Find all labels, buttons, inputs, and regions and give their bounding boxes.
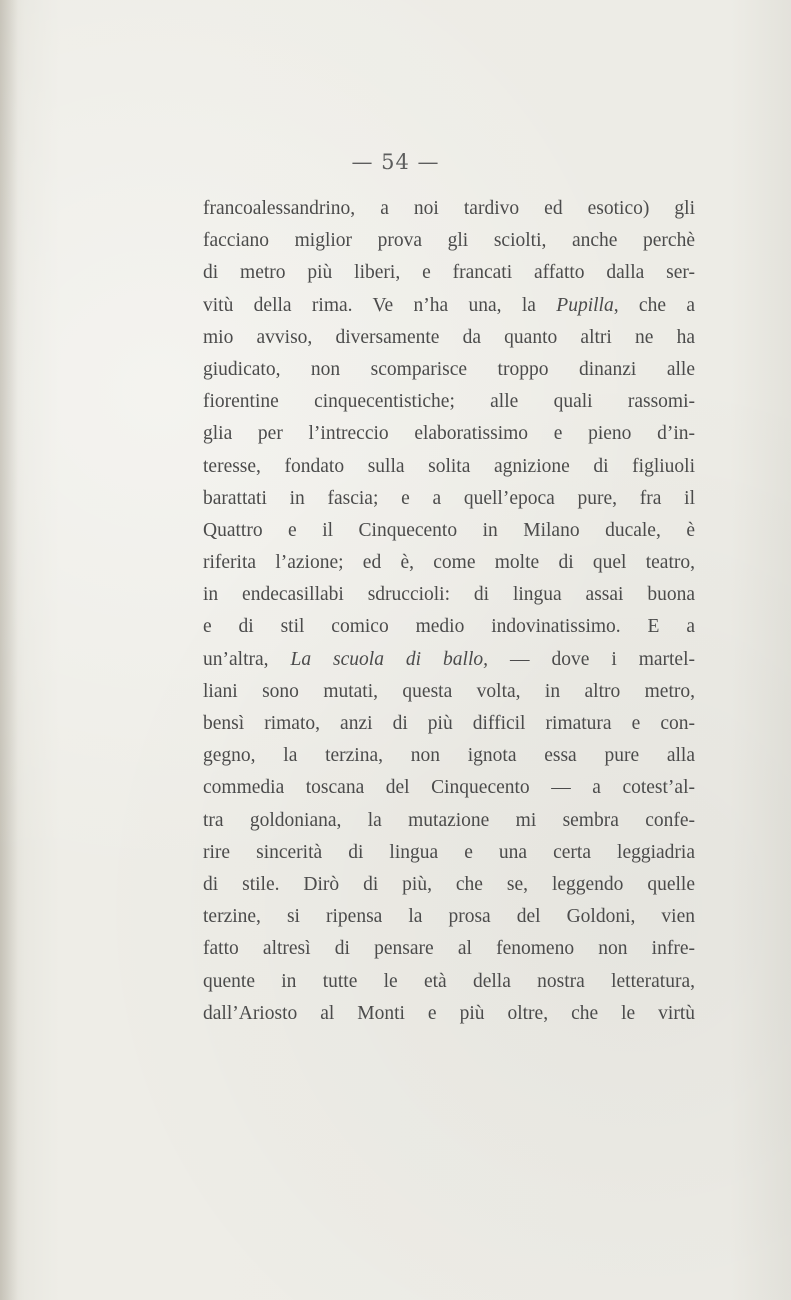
text-line: fiorentine cinquecentistiche; alle quali rassomi- xyxy=(203,391,695,413)
page-number: — 54 — xyxy=(351,150,440,174)
text-line: e di stil comico medio indovinatissimo. E a xyxy=(203,616,695,638)
text-line: in endecasillabi sdruccioli: di lingua assai buona xyxy=(203,584,695,606)
body-text xyxy=(203,193,695,1030)
text-line: fatto altresì di pensare al fenomeno non infre- xyxy=(203,938,695,960)
text-line: tra goldoniana, la mutazione mi sembra confe- xyxy=(203,809,695,831)
text-line: teresse, fondato sulla solita agnizione di figliuoli xyxy=(203,455,695,477)
text-segment: — dove i martel- xyxy=(488,648,695,670)
text-line: di metro più liberi, e francati affatto dalla ser- xyxy=(203,262,695,284)
text-line: francoalessandrino, a noi tardivo ed esotico) gli xyxy=(203,198,695,219)
text-line: di stile. Dirò di più, che se, leggendo quelle xyxy=(203,873,695,895)
text-line: commedia toscana del Cinquecento — a cotest’al- xyxy=(203,777,695,799)
text-segment: , che a xyxy=(613,294,695,316)
text-segment: vitù della rima. Ve n’ha una, la xyxy=(203,294,557,316)
text-line: facciano miglior prova gli sciolti, anche perchè xyxy=(203,230,695,252)
text-line xyxy=(203,644,695,676)
text-line: rire sincerità di lingua e una certa leggiadria xyxy=(203,841,695,863)
text-segment: un’altra, xyxy=(203,648,291,670)
text-line: giudicato, non scomparisce troppo dinanzi alle xyxy=(203,358,695,380)
text-line: quente in tutte le età della nostra letteratura, xyxy=(203,970,695,992)
italic-title-pupilla: Pupilla xyxy=(556,294,614,316)
text-line: gegno, la terzina, non ignota essa pure alla xyxy=(203,745,695,767)
text-line: glia per l’intreccio elaboratissimo e pieno d’in- xyxy=(203,423,695,445)
italic-title-scuola: La scuola di ballo, xyxy=(290,648,489,670)
text-line: mio avviso, diversamente da quanto altri ne ha xyxy=(203,326,695,348)
text-line: liani sono mutati, questa volta, in altro metro, xyxy=(203,680,695,702)
text-line: dall’Ariosto al Monti e più oltre, che le virtù xyxy=(203,1002,695,1024)
text-line xyxy=(203,290,695,322)
text-line: Quattro e il Cinquecento in Milano ducale, è xyxy=(203,519,695,541)
text-line: barattati in fascia; e a quell’epoca pure, fra il xyxy=(203,487,695,509)
text-line: riferita l’azione; ed è, come molte di quel teatro, xyxy=(203,552,695,574)
text-line: terzine, si ripensa la prosa del Goldoni, vien xyxy=(203,906,695,928)
text-line: bensì rimato, anzi di più difficil rimatura e con- xyxy=(203,713,695,734)
binding-shadow xyxy=(0,0,18,1300)
